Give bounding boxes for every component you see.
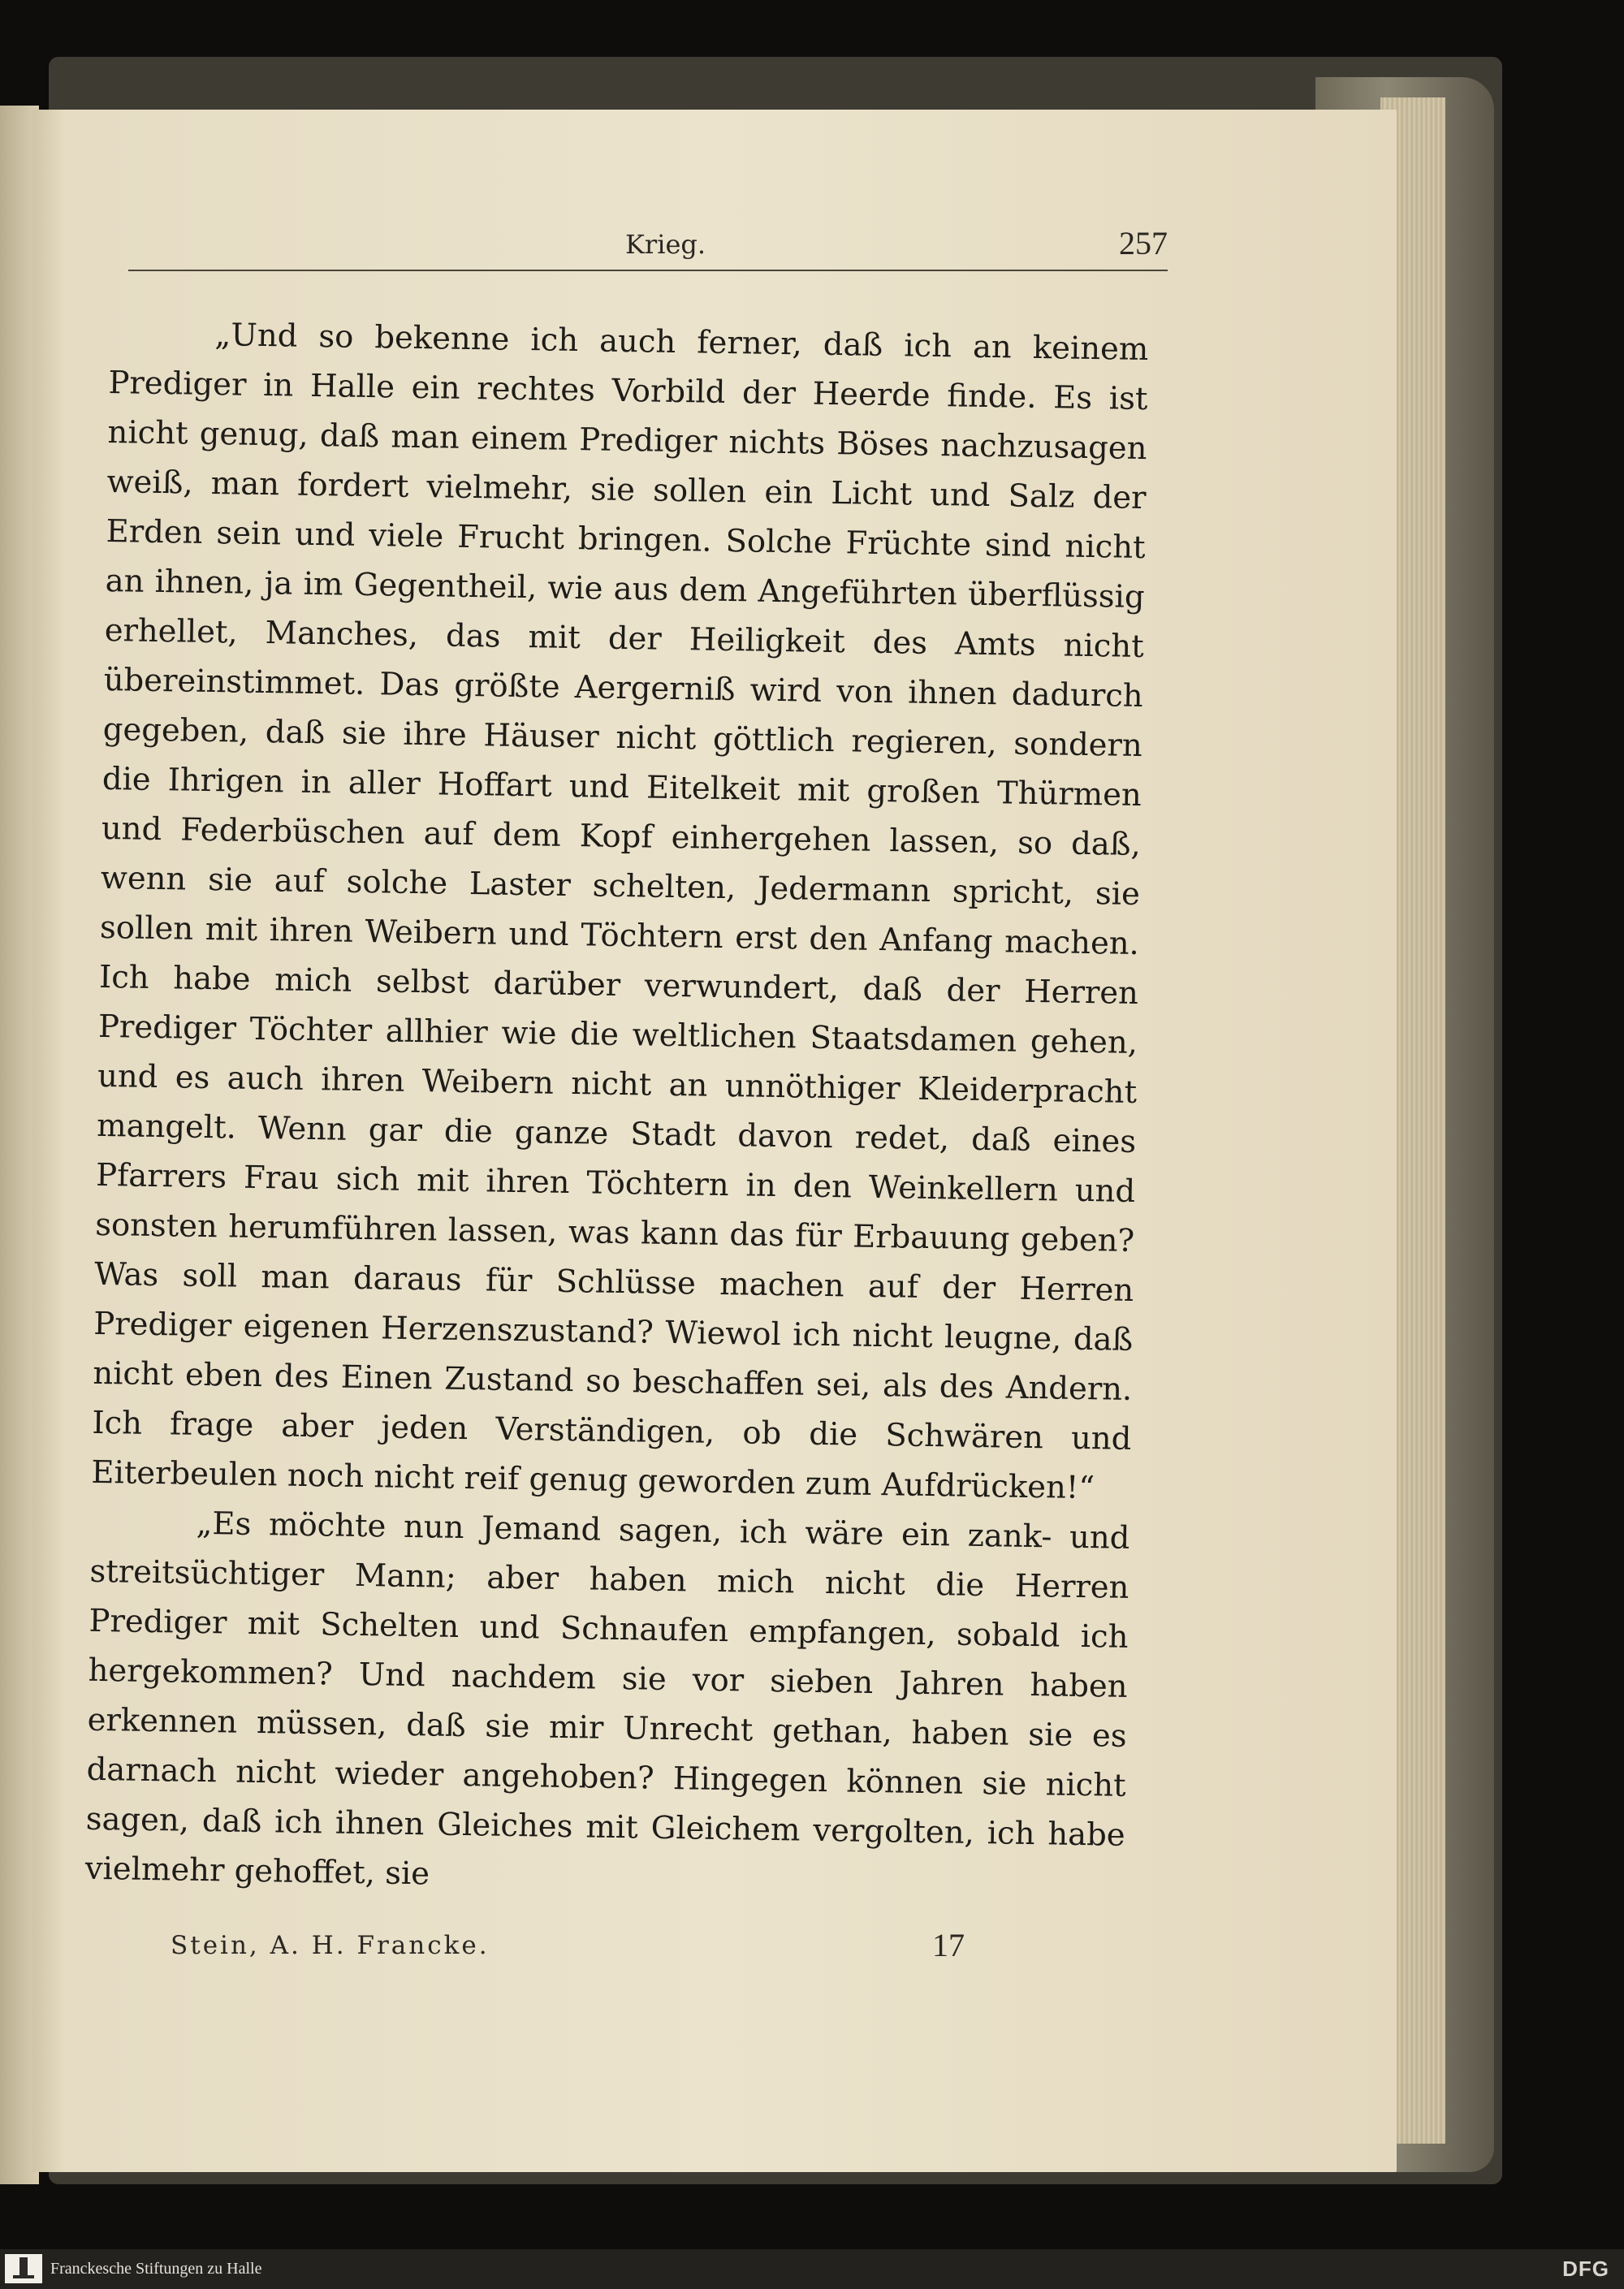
- dfg-logo: DFG: [1562, 2257, 1609, 2281]
- franckesche-stiftungen-logo-icon: [5, 2254, 42, 2283]
- paragraph-text: „Es möchte nun Jemand sagen, ich wäre ein zank- und streitsüchtiger Mann; aber haben mich nicht die Herren Prediger mit Schelten und Schnaufen empfangen, sobald ich hergekommen? Und nachdem sie vor sieben Jahren haben erkennen müssen, daß sie mir Unrecht gethan, haben sie es darnach nicht wieder angehoben? Hingegen können sie nicht sagen, daß ich ihnen Gleiches mit Gleichem vergolten, ich habe vielmehr gehoffet, sie: [84, 1505, 1130, 1893]
- signature-mark: 17: [932, 1927, 965, 1963]
- institution-name: Franckesche Stiftungen zu Halle: [50, 2260, 262, 2278]
- paragraph-text: „Und so bekenne ich auch ferner, daß ich an keinem Prediger in Halle ein rechtes Vorbild der Heerde finde. Es ist nicht genug, daß man einem Prediger nichts Böses nachzusagen weiß, man fordert vielmehr, sie sollen ein Licht und Salz der Erden sein und viele Frucht bringen. Solche Früchte sind nicht an ihnen, ja im Gegentheil, wie aus dem Angeführten überflüssig erhellet, Manches, das mit der Heiligkeit des Amts nicht übereinstimmet. Das größte Aergerniß wird von ihnen dadurch gegeben, daß sie ihre Häuser nicht göttlich regieren, sondern die Ihrigen in aller Hoffart und Eitelkeit mit großen Thürmen und Federbüschen auf dem Kopf einhergehen lassen, so daß, wenn sie auf solche Laster schelten, Jedermann spricht, sie sollen mit ihren Weibern und Töchtern erst den Anfang machen. Ich habe mich selbst darüber verwundert, daß der Herren Prediger Töchter allhier wie die weltlichen Staatsdamen gehen, und es auch ihren Weibern nicht an unnöthiger Kleiderpracht mangelt. Wenn gar die ganze Stadt davon redet, daß eines Pfarrers Frau sich mit ihren Töchtern in den Weinkellern und sonsten herumführen lassen, was kann das für Erbauung geben? Was soll man daraus für Schlüsse machen auf der Herren Prediger eigenen Herzenszustand? Wiewol ich nicht leugne, daß nicht eben des Einen Zustand so beschaffen sei, als des Andern. Ich frage aber jeden Verständigen, ob die Schwären und Eiterbeulen noch nicht reif genug geworden zum Aufdrücken!“: [91, 317, 1149, 1507]
- info-bar: [0, 2249, 1624, 2289]
- body-text: [84, 309, 1149, 1910]
- running-title: Krieg.: [625, 229, 706, 260]
- paragraph: [91, 309, 1149, 1514]
- paragraph: [84, 1497, 1130, 1910]
- running-head: [128, 225, 1168, 271]
- page-number: 257: [1119, 225, 1168, 261]
- footer-author: Stein, A. H. Francke.: [171, 1931, 490, 1960]
